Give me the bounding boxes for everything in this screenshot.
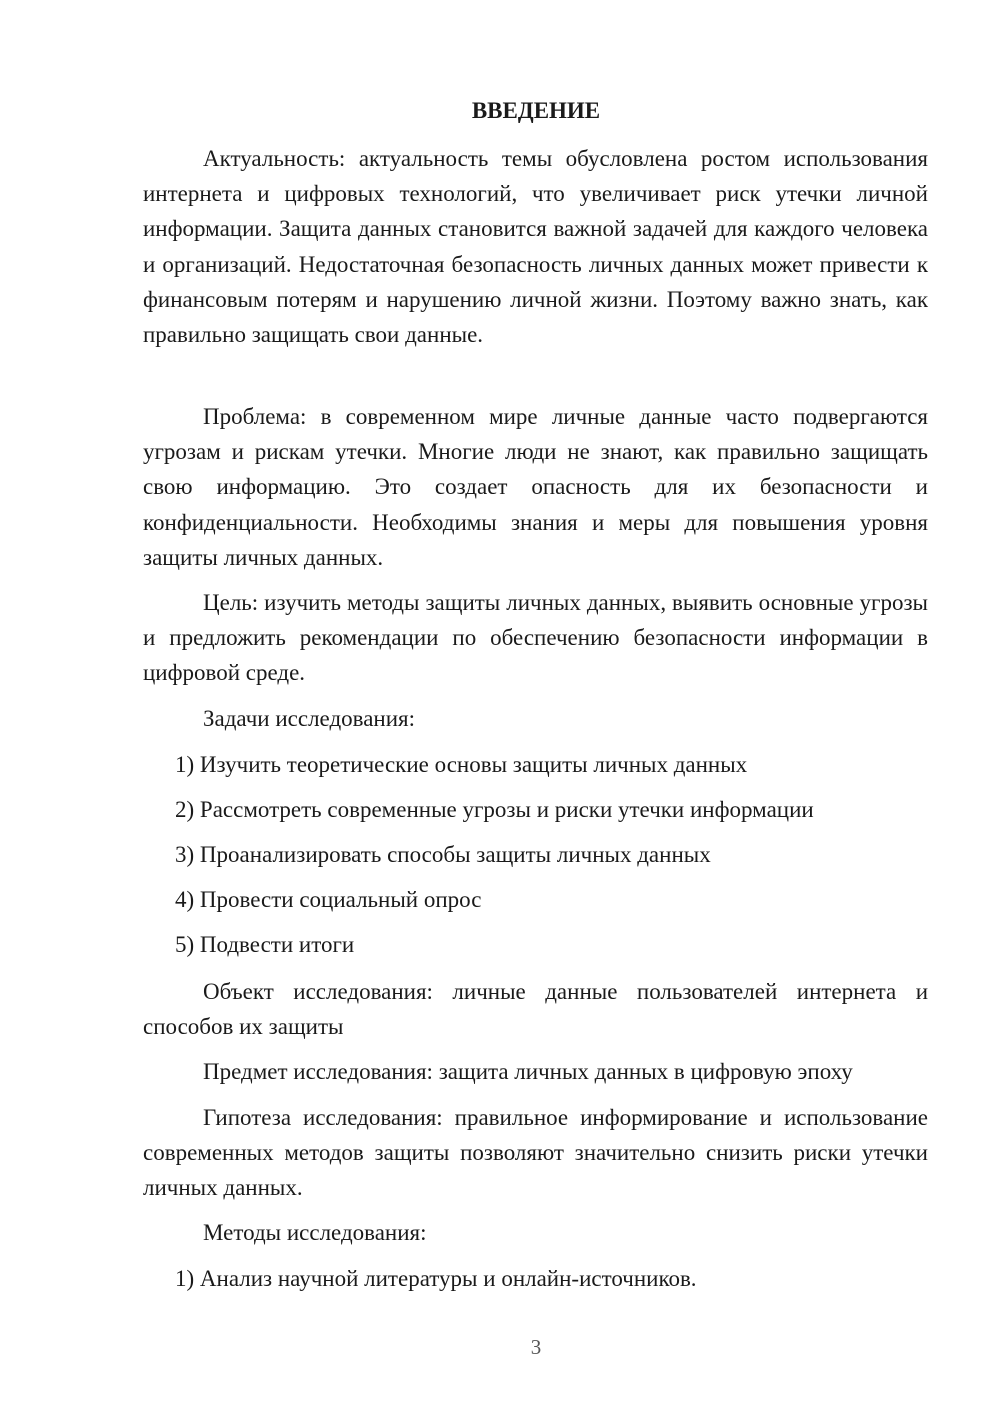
tasks-title: Задачи исследования:: [203, 706, 416, 731]
methods-title: Методы исследования:: [203, 1220, 427, 1245]
task-item-4: 4) Провести социальный опрос: [175, 887, 482, 912]
method-item-1: 1) Анализ научной литературы и онлайн-источников.: [175, 1266, 697, 1291]
relevance-paragraph: Актуальность: актуальность темы обусловлена ростом использования интернета и цифровых технологий, что увеличивает риск утечки личной информации. Защита данных становится важной задачей для каждого человека и организаций. Недостаточная безопасность личных данных может привести к финансовым потерям и нарушению личной жизни. Поэтому важно знать, как правильно защищать свои данные.: [143, 146, 928, 348]
page-title: ВВЕДЕНИЕ: [471, 98, 601, 123]
task-item-3: 3) Проанализировать способы защиты личных данных: [175, 842, 711, 867]
task-item-1: 1) Изучить теоретические основы защиты личных данных: [175, 752, 748, 777]
page-number: 3: [530, 1335, 542, 1359]
subject-paragraph: Предмет исследования: защита личных данных в цифровую эпоху: [203, 1059, 853, 1084]
hypothesis-paragraph: Гипотеза исследования: правильное информирование и использование современных методов защиты позволяют значительно снизить риски утечки личных данных.: [143, 1105, 928, 1201]
task-item-2: 2) Рассмотреть современные угрозы и риски утечки информации: [175, 797, 814, 822]
goal-paragraph: Цель: изучить методы защиты личных данных, выявить основные угрозы и предложить рекомендации по обеспечению безопасности информации в цифровой среде.: [143, 590, 928, 686]
object-paragraph: Объект исследования: личные данные пользователей интернета и способов их защиты: [143, 979, 928, 1040]
task-item-5: 5) Подвести итоги: [175, 932, 355, 957]
problem-paragraph: Проблема: в современном мире личные данные часто подвергаются угрозам и рискам утечки. Многие люди не знают, как правильно защищать свою информацию. Это создает опасность для их безопасности и конфиденциальности. Необходимы знания и меры для повышения уровня защиты личных данных.: [143, 404, 928, 570]
